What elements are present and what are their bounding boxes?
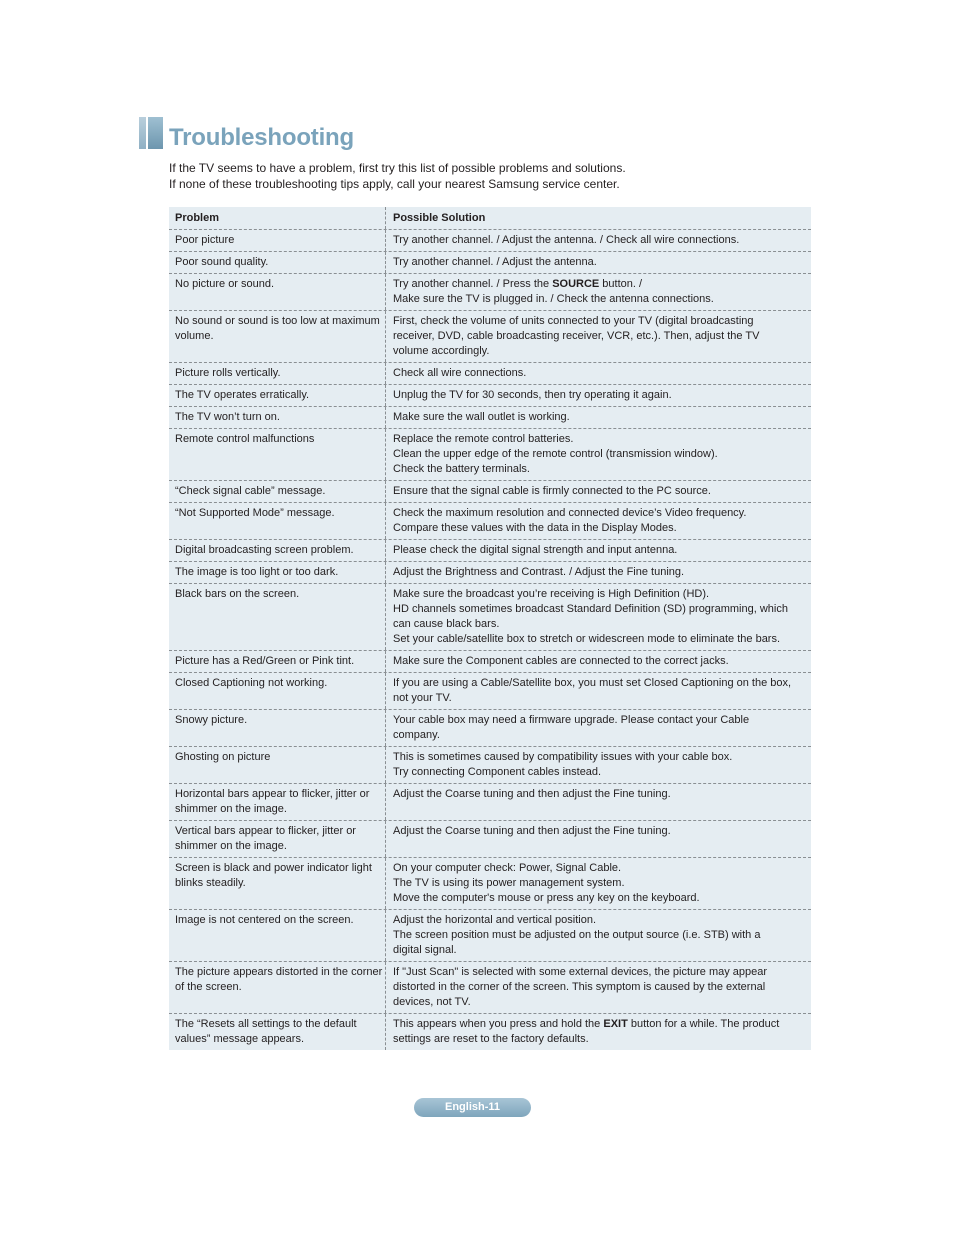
table-row — [169, 784, 811, 821]
solution-line: volume accordingly. — [393, 345, 490, 357]
solution-line: The screen position must be adjusted on the output source (i.e. STB) with a — [393, 929, 761, 941]
problem-cell: Black bars on the screen. — [175, 588, 300, 600]
solution-line: The TV is using its power management system. — [393, 877, 625, 889]
solution-line: company. — [393, 729, 440, 741]
solution-line: Replace the remote control batteries. — [393, 433, 574, 445]
table-header-row — [169, 207, 811, 230]
table-row — [169, 274, 811, 311]
solution-cell — [385, 562, 811, 583]
problem-cell: Picture has a Red/Green or Pink tint. — [175, 655, 355, 667]
table-row — [169, 252, 811, 274]
title-accent-bar-dark — [148, 117, 163, 149]
problem-cell: “Check signal cable” message. — [175, 485, 326, 497]
problem-cell: Poor sound quality. — [175, 256, 269, 268]
solution-line: Check all wire connections. — [393, 367, 527, 379]
table-row — [169, 858, 811, 910]
problem-cell: No sound or sound is too low at maximum volume. — [175, 315, 380, 342]
solution-line: devices, not TV. — [393, 996, 471, 1008]
solution-cell — [385, 673, 811, 709]
solution-cell — [385, 363, 811, 384]
table-row — [169, 962, 811, 1014]
problem-cell: The picture appears distorted in the corner of the screen. — [175, 966, 383, 993]
table-row — [169, 673, 811, 710]
title-accent-bar-light — [139, 117, 146, 149]
solution-cell — [385, 230, 811, 251]
solution-line: Check the maximum resolution and connected device’s Video frequency. — [393, 507, 747, 519]
solution-line: Make sure the Component cables are connected to the correct jacks. — [393, 655, 729, 667]
solution-cell — [385, 1014, 811, 1050]
solution-line: Adjust the Coarse tuning and then adjust the Fine tuning. — [393, 825, 671, 837]
solution-cell — [385, 858, 811, 909]
page-title: Troubleshooting — [169, 124, 354, 151]
header-problem: Problem — [175, 212, 220, 224]
table-row — [169, 363, 811, 385]
problem-cell: “Not Supported Mode” message. — [175, 507, 335, 519]
solution-cell — [385, 274, 811, 310]
problem-cell: Ghosting on picture — [175, 751, 271, 763]
title-accent-bars — [139, 117, 163, 149]
table-row — [169, 230, 811, 252]
solution-cell — [385, 407, 811, 428]
page-number-badge: English-11 — [414, 1098, 531, 1117]
solution-line: On your computer check: Power, Signal Cable. — [393, 862, 622, 874]
solution-cell — [385, 710, 811, 746]
table-row — [169, 385, 811, 407]
solution-cell — [385, 962, 811, 1013]
header-possible-solution: Possible Solution — [385, 207, 811, 229]
solution-line: Clean the upper edge of the remote control (transmission window). — [393, 448, 718, 460]
solution-line: Compare these values with the data in the Display Modes. — [393, 522, 677, 534]
solution-line: Move the computer's mouse or press any key on the keyboard. — [393, 892, 700, 904]
problem-cell: Snowy picture. — [175, 714, 248, 726]
intro-text — [169, 160, 626, 192]
solution-line: Make sure the broadcast you’re receiving is High Definition (HD). — [393, 588, 710, 600]
problem-cell: Poor picture — [175, 234, 235, 246]
solution-cell — [385, 821, 811, 857]
solution-cell — [385, 910, 811, 961]
solution-line: receiver, DVD, cable broadcasting receiver, VCR, etc.). Then, adjust the TV — [393, 330, 760, 342]
solution-cell — [385, 584, 811, 650]
solution-line: distorted in the corner of the screen. This symptom is caused by the external — [393, 981, 766, 993]
solution-line: This appears when you press and hold the EXIT button for a while. The product — [393, 1018, 780, 1030]
solution-cell — [385, 540, 811, 561]
solution-line: Try another channel. / Press the SOURCE button. / — [393, 278, 643, 290]
problem-cell: Digital broadcasting screen problem. — [175, 544, 354, 556]
problem-cell: Picture rolls vertically. — [175, 367, 281, 379]
intro-line-2: If none of these troubleshooting tips apply, call your nearest Samsung service center. — [169, 177, 620, 191]
solution-line: Try connecting Component cables instead. — [393, 766, 602, 778]
solution-line: not your TV. — [393, 692, 452, 704]
table-row — [169, 910, 811, 962]
solution-line: Try another channel. / Adjust the antenna. — [393, 256, 597, 268]
problem-cell: Remote control malfunctions — [175, 433, 315, 445]
table-row — [169, 429, 811, 481]
problem-cell: Closed Captioning not working. — [175, 677, 328, 689]
table-row — [169, 584, 811, 651]
problem-cell: Vertical bars appear to flicker, jitter or shimmer on the image. — [175, 825, 356, 852]
solution-line: Unplug the TV for 30 seconds, then try operating it again. — [393, 389, 672, 401]
solution-line: Adjust the horizontal and vertical position. — [393, 914, 597, 926]
solution-line: settings are reset to the factory defaults. — [393, 1033, 589, 1045]
problem-cell: Screen is black and power indicator light blinks steadily. — [175, 862, 372, 889]
solution-line: HD channels sometimes broadcast Standard Definition (SD) programming, which — [393, 603, 788, 615]
solution-cell — [385, 503, 811, 539]
solution-cell — [385, 481, 811, 502]
table-row — [169, 562, 811, 584]
table-row — [169, 503, 811, 540]
solution-line: Try another channel. / Adjust the antenna. / Check all wire connections. — [393, 234, 740, 246]
emphasized-keyword: SOURCE — [552, 278, 600, 290]
problem-cell: The TV won’t turn on. — [175, 411, 280, 423]
problem-cell: The TV operates erratically. — [175, 389, 310, 401]
problem-cell: The “Resets all settings to the default values” message appears. — [175, 1018, 357, 1045]
solution-line: Adjust the Brightness and Contrast. / Adjust the Fine tuning. — [393, 566, 685, 578]
solution-cell — [385, 429, 811, 480]
intro-line-1: If the TV seems to have a problem, first try this list of possible problems and solutions. — [169, 161, 626, 175]
solution-line: If you are using a Cable/Satellite box, you must set Closed Captioning on the box, — [393, 677, 792, 689]
problem-cell: Horizontal bars appear to flicker, jitter or shimmer on the image. — [175, 788, 370, 815]
table-row — [169, 407, 811, 429]
table-row — [169, 540, 811, 562]
table-row — [169, 747, 811, 784]
troubleshooting-table — [169, 207, 811, 1050]
solution-cell — [385, 784, 811, 820]
solution-cell — [385, 311, 811, 362]
problem-cell: Image is not centered on the screen. — [175, 914, 354, 926]
solution-cell — [385, 651, 811, 672]
solution-cell — [385, 747, 811, 783]
table-row — [169, 651, 811, 673]
emphasized-keyword: EXIT — [603, 1018, 628, 1030]
solution-line: This is sometimes caused by compatibility issues with your cable box. — [393, 751, 733, 763]
solution-line: Make sure the TV is plugged in. / Check the antenna connections. — [393, 293, 714, 305]
table-row — [169, 1014, 811, 1050]
solution-line: digital signal. — [393, 944, 457, 956]
solution-line: Adjust the Coarse tuning and then adjust the Fine tuning. — [393, 788, 671, 800]
solution-line: can cause black bars. — [393, 618, 500, 630]
solution-line: Check the battery terminals. — [393, 463, 530, 475]
table-row — [169, 481, 811, 503]
solution-line: Make sure the wall outlet is working. — [393, 411, 570, 423]
solution-line: Set your cable/satellite box to stretch or widescreen mode to eliminate the bars. — [393, 633, 781, 645]
solution-line: Please check the digital signal strength and input antenna. — [393, 544, 678, 556]
solution-line: If "Just Scan" is selected with some external devices, the picture may appear — [393, 966, 768, 978]
solution-cell — [385, 385, 811, 406]
problem-cell: No picture or sound. — [175, 278, 275, 290]
solution-line: Your cable box may need a firmware upgrade. Please contact your Cable — [393, 714, 750, 726]
solution-line: First, check the volume of units connected to your TV (digital broadcasting — [393, 315, 754, 327]
table-row — [169, 821, 811, 858]
table-row — [169, 710, 811, 747]
table-row — [169, 311, 811, 363]
solution-cell — [385, 252, 811, 273]
problem-cell: The image is too light or too dark. — [175, 566, 339, 578]
solution-line: Ensure that the signal cable is firmly connected to the PC source. — [393, 485, 711, 497]
